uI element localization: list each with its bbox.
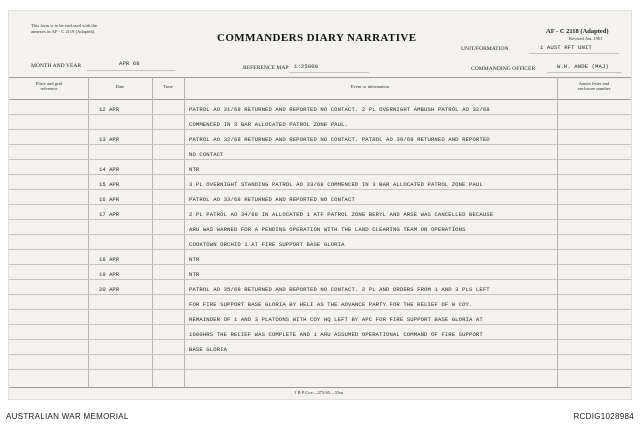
table-bottom-rule — [9, 387, 631, 388]
col-annex-line1: Annex letter and — [578, 81, 610, 86]
entry-line: ARU WAS WARNED FOR A PENDING OPERATION WITH THE LAND CLEARING TEAM ON OPERATIONS — [189, 226, 466, 233]
entry-date: 13 APR — [99, 136, 120, 143]
entry-line: REMAINDER OF 1 AND 3 PLATOONS WITH COY HQ LEFT BY APC FOR FIRE SUPPORT BASE GLORIA AT — [189, 316, 483, 323]
entry-line: PATROL AO 35/68 RETURNED AND REPORTED NO CONTACT. 2 PL AND ORDERS FROM 1 AND 3 PLS LEFT — [189, 286, 490, 293]
co-value: W.H. ANDE (MAJ) — [557, 63, 609, 70]
col-event-header: Event or information — [350, 84, 390, 89]
row-rule — [9, 249, 631, 250]
entry-date: 14 APR — [99, 166, 120, 173]
col-place-header — [11, 81, 87, 92]
entry-date: 12 APR — [99, 106, 120, 113]
co-underline — [547, 72, 622, 73]
row-rule — [9, 309, 631, 310]
entry-date: 16 APR — [99, 196, 120, 203]
print-line: 1 B P Cov—273/65—55m — [294, 390, 343, 395]
entry-line: 2 PL PATROL AO 34/68 IN ALLOCATED 1 ATF PATROL ZONE BERYL AND ARSE WAS CANCELLED BECAUSE — [189, 211, 494, 218]
entry-line: COOKTOWN ORCHID 1 AT FIRE SUPPORT BASE GLORIA — [189, 241, 345, 248]
entry-date: 17 APR — [99, 211, 120, 218]
entry-line: PATROL AO 32/68 RETURNED AND REPORTED NO CONTACT. PATROL AO 30/68 RETURNED AND REPORTED — [189, 136, 490, 143]
col-place-line1: Place and grid — [35, 81, 63, 86]
enclose-note-2: annexes in AF - C 2119 (Adapted). — [31, 29, 96, 34]
row-rule — [9, 294, 631, 295]
entry-line: NTR — [189, 256, 200, 263]
table-top-rule — [9, 77, 631, 78]
col-time-header: Time — [163, 84, 173, 89]
entry-line: 3 PL OVERNIGHT STANDING PATROL AO 33/68 COMMENCED IN 3 BAR ALLOCATED PATROL ZONE PAUL — [189, 181, 483, 188]
row-rule — [9, 189, 631, 190]
entry-line: PATROL AO 31/68 RETURNED AND REPORTED NO CONTACT. 2 PL OVERNIGHT AMBUSH PATROL AO 32/68 — [189, 106, 490, 113]
month-underline — [87, 70, 175, 71]
col-annex-line2: enclosure number — [577, 86, 611, 92]
row-rule — [9, 114, 631, 115]
entry-date: 19 APR — [99, 271, 120, 278]
row-rule — [9, 174, 631, 175]
col-rule-2 — [152, 77, 153, 387]
entry-line: FOR FIRE SUPPORT BASE GLORIA BY HELI AS THE ADVANCE PARTY FOR THE RELIEF OF W COY. — [189, 301, 473, 308]
row-rule — [9, 144, 631, 145]
revised-date: Revised Jan, 1961 — [569, 36, 603, 41]
col-rule-1 — [88, 77, 89, 387]
entry-date: 15 APR — [99, 181, 120, 188]
table-header-rule — [9, 99, 631, 100]
footer-archive-name: AUSTRALIAN WAR MEMORIAL — [6, 412, 129, 421]
entry-line: NO CONTACT — [189, 151, 224, 158]
row-rule — [9, 219, 631, 220]
row-rule — [9, 339, 631, 340]
row-rule — [9, 369, 631, 370]
map-underline — [289, 72, 369, 73]
row-rule — [9, 204, 631, 205]
col-place-line2: reference — [40, 86, 58, 92]
page-title: COMMANDERS DIARY NARRATIVE — [217, 32, 417, 44]
row-rule — [9, 264, 631, 265]
unit-underline — [529, 53, 619, 54]
entry-date: 18 APR — [99, 256, 120, 263]
entry-date: 20 APR — [99, 286, 120, 293]
unit-label: UNIT/FORMATION — [461, 46, 509, 52]
map-value: 1:25000 — [294, 63, 319, 70]
row-rule — [9, 159, 631, 160]
entry-line: NTR — [189, 271, 200, 278]
row-rule — [9, 234, 631, 235]
diary-sheet — [8, 10, 632, 400]
entry-line: NTR — [189, 166, 200, 173]
entry-line: BASE GLORIA — [189, 346, 228, 353]
row-rule — [9, 324, 631, 325]
month-label: MONTH AND YEAR — [31, 63, 82, 69]
row-rule — [9, 129, 631, 130]
entry-line: 1600HRS THE RELIEF WAS COMPLETE AND 1 ARU ASSUMED OPERATIONAL COMMAND OF FIRE SUPPORT — [189, 331, 483, 338]
col-annex-header — [559, 81, 629, 92]
entry-line: COMMENCED IN 3 BAR ALLOCATED PATROL ZONE PAUL. — [189, 121, 349, 128]
enclose-note-1: This form is to be enclosed with the — [31, 23, 97, 28]
footer-record-id: RCDIG1028984 — [573, 412, 634, 421]
col-date-header: Date — [115, 84, 125, 89]
form-code: AF - C 2118 (Adapted) — [546, 28, 609, 35]
unit-value: 1 AUST RFT UNIT — [540, 44, 592, 51]
map-label: REFERENCE MAP — [243, 65, 289, 71]
co-label: COMMANDING OFFICER — [471, 66, 536, 72]
row-rule — [9, 279, 631, 280]
col-rule-3 — [184, 77, 185, 387]
col-rule-4 — [557, 77, 558, 387]
row-rule — [9, 354, 631, 355]
entry-line: PATROL AO 33/68 RETURNED AND REPORTED NO CONTACT — [189, 196, 355, 203]
month-value: APR 68 — [119, 60, 140, 67]
